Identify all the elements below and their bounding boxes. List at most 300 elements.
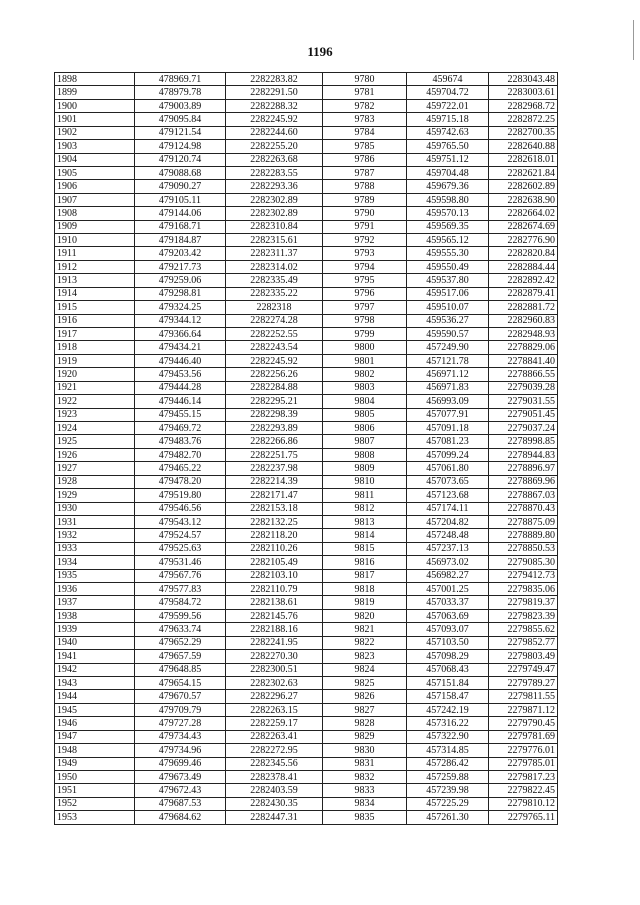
table-row: [55, 301, 558, 314]
table-cell: 2282256.26: [226, 368, 323, 381]
table-cell: 9799: [323, 328, 407, 341]
table-cell: 479095.84: [135, 113, 226, 126]
table-cell: 2278889.80: [489, 529, 558, 542]
table-cell: 479584.72: [135, 596, 226, 609]
table-cell: 2282266.86: [226, 435, 323, 448]
table-row: [55, 180, 558, 193]
table-cell: 479366.64: [135, 328, 226, 341]
table-cell: 1898: [55, 73, 135, 86]
table-cell: 459765.50: [407, 140, 489, 153]
table-cell: 479446.14: [135, 395, 226, 408]
table-cell: 2282245.92: [226, 113, 323, 126]
table-cell: 479531.46: [135, 556, 226, 569]
table-cell: 479670.57: [135, 690, 226, 703]
table-cell: 2282948.93: [489, 328, 558, 341]
table-cell: 2282188.16: [226, 623, 323, 636]
table-cell: 2282110.26: [226, 542, 323, 555]
table-cell: 2282884.44: [489, 260, 558, 273]
table-cell: 2282288.32: [226, 99, 323, 112]
table-cell: 9788: [323, 180, 407, 193]
table-cell: 1942: [55, 663, 135, 676]
table-cell: 2279811.55: [489, 690, 558, 703]
table-cell: 2279037.24: [489, 421, 558, 434]
table-cell: 2282674.69: [489, 220, 558, 233]
table-cell: 9783: [323, 113, 407, 126]
table-cell: 2282318: [226, 301, 323, 314]
table-cell: 2282447.31: [226, 811, 323, 824]
table-cell: 9810: [323, 475, 407, 488]
table-row: [55, 274, 558, 287]
table-cell: 1911: [55, 247, 135, 260]
table-cell: 2282314.02: [226, 260, 323, 273]
table-cell: 479434.21: [135, 341, 226, 354]
table-cell: 479672.43: [135, 784, 226, 797]
table-cell: 478979.78: [135, 86, 226, 99]
table-cell: 9786: [323, 153, 407, 166]
table-cell: 456971.12: [407, 368, 489, 381]
table-row: [55, 448, 558, 461]
table-cell: 2282879.41: [489, 287, 558, 300]
table-cell: 2282618.01: [489, 153, 558, 166]
table-cell: 459550.49: [407, 260, 489, 273]
table-cell: 479203.42: [135, 247, 226, 260]
table-cell: 2279781.69: [489, 730, 558, 743]
table-cell: 2282251.75: [226, 448, 323, 461]
table-cell: 1907: [55, 193, 135, 206]
table-row: [55, 126, 558, 139]
table-cell: 457248.48: [407, 529, 489, 542]
table-cell: 479519.80: [135, 489, 226, 502]
table-cell: 9808: [323, 448, 407, 461]
table-cell: 1929: [55, 489, 135, 502]
table-cell: 2282664.02: [489, 207, 558, 220]
table-row: [55, 757, 558, 770]
table-cell: 1925: [55, 435, 135, 448]
table-cell: 2282241.95: [226, 636, 323, 649]
table-cell: 2282138.61: [226, 596, 323, 609]
table-cell: 479120.74: [135, 153, 226, 166]
table-cell: 2278870.43: [489, 502, 558, 515]
table-cell: 457249.90: [407, 341, 489, 354]
table-cell: 9812: [323, 502, 407, 515]
page-number: 1196: [307, 44, 333, 59]
table-cell: 2282272.95: [226, 744, 323, 757]
table-cell: 459679.36: [407, 180, 489, 193]
table-cell: 1934: [55, 556, 135, 569]
table-cell: 457098.29: [407, 650, 489, 663]
table-cell: 457093.07: [407, 623, 489, 636]
table-cell: 9829: [323, 730, 407, 743]
table-cell: 479654.15: [135, 676, 226, 689]
table-cell: 479577.83: [135, 583, 226, 596]
table-cell: 1930: [55, 502, 135, 515]
table-cell: 2282153.18: [226, 502, 323, 515]
table-cell: 478969.71: [135, 73, 226, 86]
table-cell: 2282255.20: [226, 140, 323, 153]
table-cell: 456993.09: [407, 395, 489, 408]
table-row: [55, 247, 558, 260]
table-cell: 2279819.37: [489, 596, 558, 609]
table-cell: 2282430.35: [226, 797, 323, 810]
table-cell: 2282968.72: [489, 99, 558, 112]
table-cell: 1913: [55, 274, 135, 287]
table-cell: 1902: [55, 126, 135, 139]
table-cell: 1946: [55, 717, 135, 730]
table-cell: 2279852.77: [489, 636, 558, 649]
table-cell: 479524.57: [135, 529, 226, 542]
table-cell: 457259.88: [407, 770, 489, 783]
table-cell: 457316.22: [407, 717, 489, 730]
table-cell: 2282291.50: [226, 86, 323, 99]
table-cell: 1951: [55, 784, 135, 797]
table-cell: 2282315.61: [226, 234, 323, 247]
table-cell: 479483.76: [135, 435, 226, 448]
table-cell: 1916: [55, 314, 135, 327]
table-cell: 1919: [55, 354, 135, 367]
table-cell: 2282960.83: [489, 314, 558, 327]
table-cell: 479444.28: [135, 381, 226, 394]
table-cell: 2282298.39: [226, 408, 323, 421]
table-cell: 479446.40: [135, 354, 226, 367]
table-cell: 1953: [55, 811, 135, 824]
table-cell: 1927: [55, 462, 135, 475]
table-cell: 479599.56: [135, 609, 226, 622]
table-cell: 2279749.47: [489, 663, 558, 676]
table-row: [55, 287, 558, 300]
table-row: [55, 260, 558, 273]
table-row: [55, 220, 558, 233]
table-cell: 1926: [55, 448, 135, 461]
table-row: [55, 502, 558, 515]
table-cell: 9813: [323, 515, 407, 528]
table-cell: 2282252.55: [226, 328, 323, 341]
table-cell: 9803: [323, 381, 407, 394]
table-cell: 459598.80: [407, 193, 489, 206]
table-row: [55, 770, 558, 783]
table-cell: 9804: [323, 395, 407, 408]
table-cell: 479525.63: [135, 542, 226, 555]
table-cell: 9789: [323, 193, 407, 206]
table-cell: 9801: [323, 354, 407, 367]
table-row: [55, 797, 558, 810]
table-cell: 2282700.35: [489, 126, 558, 139]
table-cell: 479168.71: [135, 220, 226, 233]
table-row: [55, 234, 558, 247]
table-cell: 2282310.84: [226, 220, 323, 233]
table-cell: 2278841.40: [489, 354, 558, 367]
table-cell: 479673.49: [135, 770, 226, 783]
table-cell: 456973.02: [407, 556, 489, 569]
table-cell: 1905: [55, 166, 135, 179]
table-row: [55, 381, 558, 394]
table-cell: 1935: [55, 569, 135, 582]
table-cell: 2282243.54: [226, 341, 323, 354]
table-cell: 2282345.56: [226, 757, 323, 770]
table-row: [55, 703, 558, 716]
table-row: [55, 784, 558, 797]
table-cell: 459510.07: [407, 301, 489, 314]
table-cell: 2282270.30: [226, 650, 323, 663]
table-row: [55, 73, 558, 86]
table-cell: 1941: [55, 650, 135, 663]
table-cell: 457063.69: [407, 609, 489, 622]
table-cell: 457061.80: [407, 462, 489, 475]
table-cell: 9781: [323, 86, 407, 99]
table-cell: 457286.42: [407, 757, 489, 770]
table-cell: 9782: [323, 99, 407, 112]
table-cell: 2279823.39: [489, 609, 558, 622]
table-cell: 9792: [323, 234, 407, 247]
table-row: [55, 569, 558, 582]
table-row: [55, 435, 558, 448]
table-row: [55, 86, 558, 99]
table-cell: 459751.12: [407, 153, 489, 166]
table-cell: 9830: [323, 744, 407, 757]
table-cell: 1933: [55, 542, 135, 555]
table-cell: 9816: [323, 556, 407, 569]
table-cell: 2279412.73: [489, 569, 558, 582]
table-cell: 2279085.30: [489, 556, 558, 569]
table-cell: 2278850.53: [489, 542, 558, 555]
table-cell: 1906: [55, 180, 135, 193]
table-cell: 1945: [55, 703, 135, 716]
table-cell: 457158.47: [407, 690, 489, 703]
table-cell: 9790: [323, 207, 407, 220]
table-cell: 2282378.41: [226, 770, 323, 783]
table-cell: 2282263.41: [226, 730, 323, 743]
table-cell: 9815: [323, 542, 407, 555]
table-cell: 2282118.20: [226, 529, 323, 542]
table-row: [55, 542, 558, 555]
table-cell: 2279785.01: [489, 757, 558, 770]
table-cell: 2282283.82: [226, 73, 323, 86]
table-cell: 1910: [55, 234, 135, 247]
table-cell: 1949: [55, 757, 135, 770]
table-cell: 1936: [55, 583, 135, 596]
table-cell: 2282892.42: [489, 274, 558, 287]
table-cell: 457091.18: [407, 421, 489, 434]
table-cell: 1931: [55, 515, 135, 528]
table-cell: 9795: [323, 274, 407, 287]
table-cell: 2282335.49: [226, 274, 323, 287]
table-cell: 459569.35: [407, 220, 489, 233]
table-row: [55, 623, 558, 636]
table-cell: 2282103.10: [226, 569, 323, 582]
table-cell: 2282171.47: [226, 489, 323, 502]
table-cell: 456982.27: [407, 569, 489, 582]
table-cell: 479648.85: [135, 663, 226, 676]
table-cell: 2282638.90: [489, 193, 558, 206]
table-cell: 457103.50: [407, 636, 489, 649]
table-cell: 2279765.11: [489, 811, 558, 824]
table-cell: 479144.06: [135, 207, 226, 220]
table-cell: 1917: [55, 328, 135, 341]
table-cell: 9806: [323, 421, 407, 434]
table-cell: 9811: [323, 489, 407, 502]
table-cell: 2282602.89: [489, 180, 558, 193]
table-cell: 9831: [323, 757, 407, 770]
table-cell: 2282105.49: [226, 556, 323, 569]
table-cell: 479567.76: [135, 569, 226, 582]
table-cell: 459555.30: [407, 247, 489, 260]
table-row: [55, 99, 558, 112]
table-cell: 457077.91: [407, 408, 489, 421]
table-cell: 2282237.98: [226, 462, 323, 475]
table-cell: 459565.12: [407, 234, 489, 247]
table-cell: 2282296.27: [226, 690, 323, 703]
table-row: [55, 153, 558, 166]
page-edge-rule: [633, 20, 634, 60]
table-cell: 2282259.17: [226, 717, 323, 730]
table-row: [55, 690, 558, 703]
table-cell: 9817: [323, 569, 407, 582]
table-cell: 1939: [55, 623, 135, 636]
table-cell: 1944: [55, 690, 135, 703]
table-cell: 2279835.06: [489, 583, 558, 596]
table-cell: 479124.98: [135, 140, 226, 153]
table-row: [55, 408, 558, 421]
table-cell: 2282403.59: [226, 784, 323, 797]
table-cell: 1938: [55, 609, 135, 622]
table-cell: 9787: [323, 166, 407, 179]
table-cell: 2282621.84: [489, 166, 558, 179]
table-cell: 1952: [55, 797, 135, 810]
table-cell: 457204.82: [407, 515, 489, 528]
table-cell: 1908: [55, 207, 135, 220]
table-cell: 9814: [323, 529, 407, 542]
table-cell: 459674: [407, 73, 489, 86]
table-cell: 1912: [55, 260, 135, 273]
table-cell: 2279789.27: [489, 676, 558, 689]
table-cell: 479324.25: [135, 301, 226, 314]
table-cell: 9797: [323, 301, 407, 314]
table-cell: 2282263.68: [226, 153, 323, 166]
table-cell: 479121.54: [135, 126, 226, 139]
table-cell: 479469.72: [135, 421, 226, 434]
table-cell: 457068.43: [407, 663, 489, 676]
table-cell: 9832: [323, 770, 407, 783]
table-cell: 9800: [323, 341, 407, 354]
table-cell: 457001.25: [407, 583, 489, 596]
table-row: [55, 663, 558, 676]
table-cell: 2282293.89: [226, 421, 323, 434]
table-cell: 1900: [55, 99, 135, 112]
table-cell: 457081.23: [407, 435, 489, 448]
table-cell: 2282640.88: [489, 140, 558, 153]
table-cell: 2282311.37: [226, 247, 323, 260]
table-cell: 2282820.84: [489, 247, 558, 260]
table-row: [55, 421, 558, 434]
table-cell: 9805: [323, 408, 407, 421]
table-cell: 9821: [323, 623, 407, 636]
table-cell: 459590.57: [407, 328, 489, 341]
table-row: [55, 556, 558, 569]
table-cell: 479734.96: [135, 744, 226, 757]
table-cell: 1903: [55, 140, 135, 153]
table-cell: 479003.89: [135, 99, 226, 112]
table-cell: 1948: [55, 744, 135, 757]
table-cell: 2278869.96: [489, 475, 558, 488]
table-row: [55, 166, 558, 179]
table-cell: 1920: [55, 368, 135, 381]
table-row: [55, 730, 558, 743]
table-cell: 1921: [55, 381, 135, 394]
table-cell: 1928: [55, 475, 135, 488]
table-cell: 1918: [55, 341, 135, 354]
table-row: [55, 489, 558, 502]
table-cell: 1947: [55, 730, 135, 743]
table-cell: 479453.56: [135, 368, 226, 381]
table-cell: 459742.63: [407, 126, 489, 139]
table-cell: 1901: [55, 113, 135, 126]
table-cell: 479090.27: [135, 180, 226, 193]
table-cell: 2282293.36: [226, 180, 323, 193]
table-row: [55, 207, 558, 220]
table-row: [55, 676, 558, 689]
table-cell: 479184.87: [135, 234, 226, 247]
table-cell: 479482.70: [135, 448, 226, 461]
table-cell: 479709.79: [135, 703, 226, 716]
table-row: [55, 717, 558, 730]
table-cell: 2282295.21: [226, 395, 323, 408]
table-cell: 2282245.92: [226, 354, 323, 367]
table-cell: 2279803.49: [489, 650, 558, 663]
table-cell: 2282145.76: [226, 609, 323, 622]
table-cell: 457099.24: [407, 448, 489, 461]
table-cell: 1922: [55, 395, 135, 408]
table-cell: 459722.01: [407, 99, 489, 112]
table-cell: 2278944.83: [489, 448, 558, 461]
table-cell: 479259.06: [135, 274, 226, 287]
table-cell: 457151.84: [407, 676, 489, 689]
table-cell: 457237.13: [407, 542, 489, 555]
table-cell: 457123.68: [407, 489, 489, 502]
table-cell: 9825: [323, 676, 407, 689]
table-cell: 2282302.89: [226, 207, 323, 220]
table-cell: 9818: [323, 583, 407, 596]
coordinates-table: [54, 72, 558, 825]
table-cell: 457225.29: [407, 797, 489, 810]
table-cell: 2278998.85: [489, 435, 558, 448]
table-cell: 479298.81: [135, 287, 226, 300]
table-row: [55, 529, 558, 542]
table-cell: 479734.43: [135, 730, 226, 743]
table-cell: 479657.59: [135, 650, 226, 663]
table-cell: 9793: [323, 247, 407, 260]
table-cell: 9822: [323, 636, 407, 649]
table-row: [55, 462, 558, 475]
table-row: [55, 636, 558, 649]
table-cell: 2282302.63: [226, 676, 323, 689]
table-cell: 2282132.25: [226, 515, 323, 528]
table-row: [55, 650, 558, 663]
table-cell: 479344.12: [135, 314, 226, 327]
table-cell: 2278875.09: [489, 515, 558, 528]
table-row: [55, 583, 558, 596]
table-cell: 9835: [323, 811, 407, 824]
table-cell: 9796: [323, 287, 407, 300]
table-cell: 2282263.15: [226, 703, 323, 716]
table-cell: 479105.11: [135, 193, 226, 206]
table-row: [55, 515, 558, 528]
table-row: [55, 475, 558, 488]
table-cell: 459570.13: [407, 207, 489, 220]
table-cell: 2279871.12: [489, 703, 558, 716]
table-cell: 1950: [55, 770, 135, 783]
table-cell: 459517.06: [407, 287, 489, 300]
table-cell: 457261.30: [407, 811, 489, 824]
table-cell: 1937: [55, 596, 135, 609]
